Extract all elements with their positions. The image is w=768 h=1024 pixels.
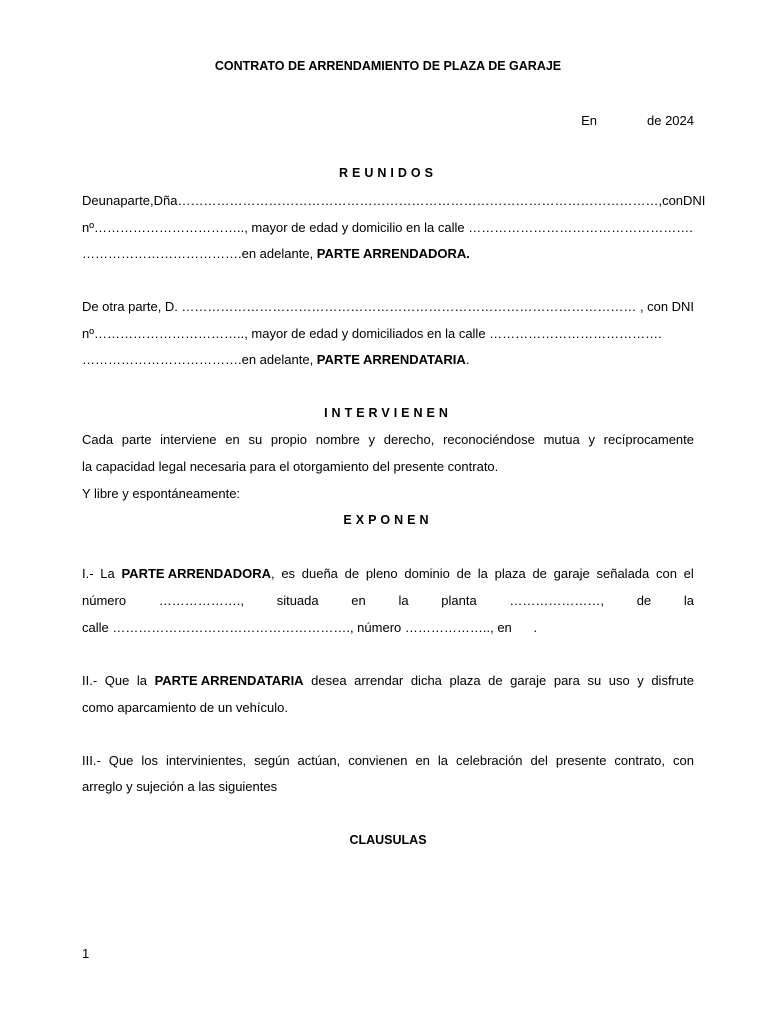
word: la (683, 593, 694, 608)
word: la (437, 753, 449, 768)
word: …………………, (509, 593, 604, 608)
word: presente (555, 753, 607, 768)
clause1-line2 (82, 592, 694, 609)
word: DNI (683, 193, 706, 208)
word: intervinientes, (165, 753, 247, 768)
word: otra (102, 299, 125, 314)
word: celebración (456, 753, 523, 768)
clause3-line2: arreglo y sujeción a las siguientes (82, 779, 278, 794)
word: nombre (315, 432, 360, 447)
word: plaza (494, 566, 526, 581)
word: III.- (82, 753, 101, 768)
word: mutua (543, 432, 580, 447)
word: número (82, 593, 127, 608)
word: la (398, 593, 409, 608)
word: I.- (82, 566, 94, 581)
word: DNI (671, 299, 694, 314)
word: recíprocamente (603, 432, 694, 447)
word: con (655, 566, 677, 581)
word: pleno (365, 566, 398, 581)
word: con (673, 753, 694, 768)
party2-line2: nº…………………………….., mayor de edad y domiciliados en la calle …………………………………. (82, 326, 662, 341)
intervienen-line2: la capacidad legal necesaria para el otorgamiento del presente contrato. (82, 459, 499, 474)
word: De (82, 193, 99, 208)
intervienen-line3: Y libre y espontáneamente: (82, 486, 241, 501)
page-number: 1 (82, 946, 90, 961)
word: de (344, 566, 360, 581)
word: la (477, 566, 488, 581)
word: del (530, 753, 548, 768)
word: según (254, 753, 290, 768)
word: en (225, 432, 240, 447)
word: , (639, 299, 644, 314)
word: parte (121, 432, 152, 447)
word: dueña (301, 566, 338, 581)
word: su (248, 432, 263, 447)
party2-line3-end: . (465, 352, 470, 367)
party1-line3-start: ……………………………….en adelante, (82, 246, 317, 261)
word: de (636, 593, 652, 608)
clause2-line1 (82, 672, 694, 689)
party1-role: PARTE ARRENDADORA. (316, 246, 470, 261)
word: la (136, 673, 147, 688)
word: …………………………………………………………………………………………… (181, 299, 637, 314)
word: ………………………………………………………………………………………………… (177, 193, 659, 208)
word: el (683, 566, 694, 581)
word: de (488, 673, 503, 688)
word: los (141, 753, 158, 768)
intervienen-line1 (82, 431, 694, 448)
word: disfrute (651, 673, 694, 688)
word: desea (311, 673, 347, 688)
word: parte, (120, 193, 154, 208)
word: La (100, 566, 115, 581)
word: dominio (404, 566, 450, 581)
word: señalada (596, 566, 650, 581)
party2-line3 (82, 351, 694, 368)
party-role-bold: PARTE ARRENDADORA, (121, 566, 275, 581)
party2-role: PARTE ARRENDATARIA (316, 352, 466, 367)
word: D. (164, 299, 178, 314)
clause1-line1 (82, 565, 694, 582)
document-title: CONTRATO DE ARRENDAMIENTO DE PLAZA DE GARAJE (214, 59, 562, 73)
word: en (415, 753, 430, 768)
word: reconociéndose (443, 432, 535, 447)
word: garaje (553, 566, 590, 581)
word: contrato, (614, 753, 666, 768)
word: derecho, (383, 432, 435, 447)
word: con (647, 299, 669, 314)
date-line (82, 112, 694, 129)
heading-intervienen: INTERVIENEN (324, 406, 452, 420)
word: Cada (82, 432, 114, 447)
party1-line2: nº…………………………….., mayor de edad y domicilio en la calle ……………………………………………. (82, 220, 693, 235)
clause2-line2: como aparcamiento de un vehículo. (82, 700, 288, 715)
word: garaje (510, 673, 547, 688)
word: II.- (82, 673, 98, 688)
word: su (587, 673, 602, 688)
word: una (98, 193, 121, 208)
party2-line1 (82, 298, 694, 315)
word: arrendar (354, 673, 404, 688)
word: , (658, 193, 663, 208)
word: De (82, 299, 99, 314)
word: planta (441, 593, 477, 608)
word: y (637, 673, 644, 688)
word: interviene (160, 432, 217, 447)
heading-clausulas: CLAUSULAS (349, 833, 427, 847)
clause1-line3: calle ………………………………………………., número ……………….., en . (82, 620, 538, 635)
date-year: de 2024 (647, 113, 694, 128)
word: en (351, 593, 366, 608)
word: Dña (153, 193, 178, 208)
word: convienen (348, 753, 408, 768)
word: para (553, 673, 580, 688)
word: Que (104, 673, 130, 688)
party1-line1 (82, 192, 706, 209)
word: es (281, 566, 296, 581)
heading-reunidos: REUNIDOS (339, 166, 437, 180)
party1-line3 (82, 245, 694, 262)
party2-line3-start: ……………………………….en adelante, (82, 352, 317, 367)
word: parte, (128, 299, 162, 314)
word: y (588, 432, 595, 447)
date-prefix: En (581, 113, 597, 128)
party-role-bold: PARTE ARRENDATARIA (154, 673, 304, 688)
word: actúan, (297, 753, 341, 768)
word: Que (108, 753, 134, 768)
clause3-line1 (82, 752, 694, 769)
word: dicha (410, 673, 442, 688)
word: con (662, 193, 684, 208)
word: de (532, 566, 547, 581)
word: de (456, 566, 472, 581)
word: propio (270, 432, 308, 447)
word: plaza (449, 673, 481, 688)
word: uso (608, 673, 630, 688)
word: y (368, 432, 376, 447)
word: ………………., (158, 593, 244, 608)
heading-exponen: EXPONEN (343, 513, 433, 527)
word: situada (276, 593, 319, 608)
